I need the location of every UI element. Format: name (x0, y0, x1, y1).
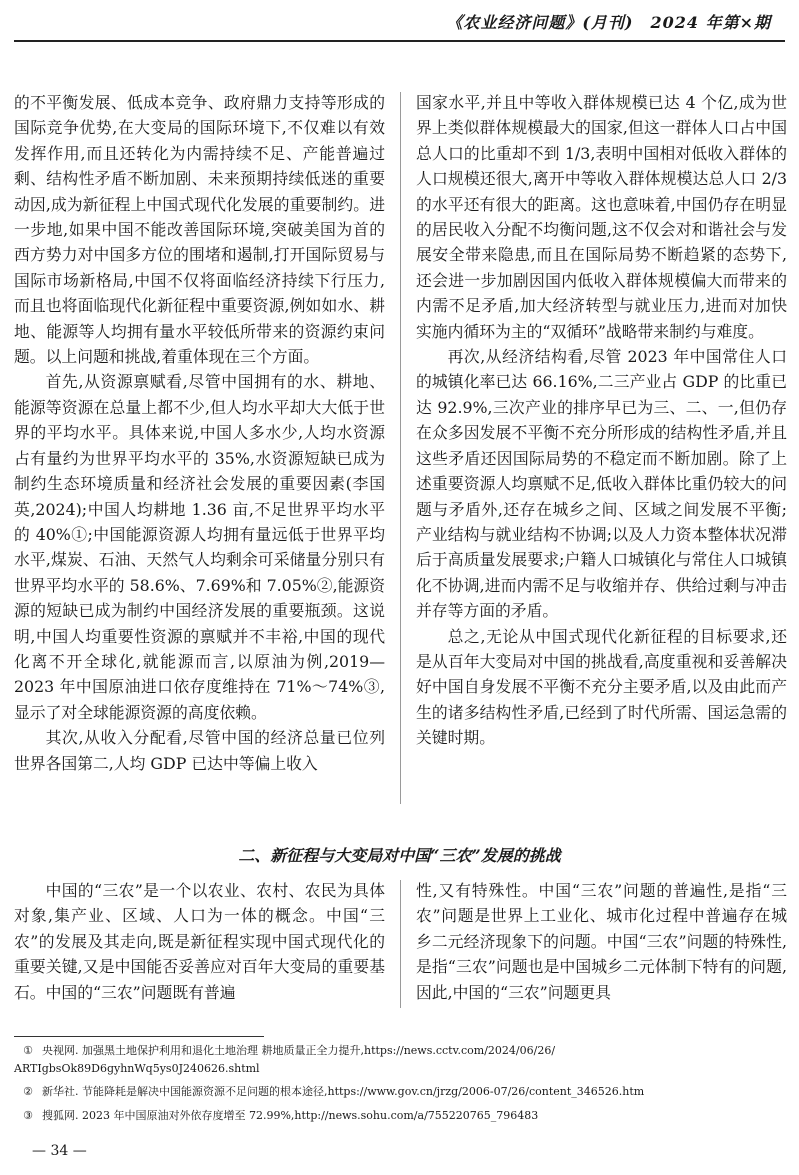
column-divider-top (400, 92, 401, 804)
footnote-text: 新华社. 节能降耗是解决中国能源资源不足问题的根本途径,https://www.gov.cn/jrzg/2006-07/26/content_346526.htm (42, 1085, 645, 1098)
footnote-1-continued: ARTIgbsOk89D6gyhnWq5ys0J240626.shtml (14, 1061, 260, 1075)
paragraph: 的不平衡发展、低成本竞争、政府鼎力支持等形成的国际竞争优势,在大变局的国际环境下,不仅难以有效发挥作用,而且还转化为内需持续不足、产能普遍过剩、结构性矛盾不断加剧、未来预期持续低迷的重要动因,成为新征程上中国式现代化发展的重要制约。进一步地,如果中国不能改善国际环境,突破美国为首的西方势力对中国多方位的围堵和遏制,打开国际贸易与国际市场新格局,中国不仅将面临经济持续下行压力,而且也将面临现代化新征程中重要资源,例如如水、耕地、能源等人均拥有量水平较低所带来的资源约束问题。以上问题和挑战,着重体现在三个方面。 (14, 93, 385, 367)
paragraph: 首先,从资源禀赋看,尽管中国拥有的水、耕地、能源等资源在总量上都不少,但人均水平却大大低于世界的平均水平。具体来说,中国人多水少,人均水资源占有量约为世界平均水平的 35%,水资源短缺已成为制约生态环境质量和经济社会发展的重要因素(李国英,2024);中国人均耕地 1.36 亩,不足世界平均水平的 40%①;中国能源资源人均拥有量远低于世界平均水平,煤炭、石油、天然气人均剩余可采储量分别只有世界平均水平的 58.6%、7.69%和 7.05%②,能源资源的短缺已成为制约中国经济发展的重要瓶颈。这说明,中国人均重要性资源的禀赋并不丰裕,中国的现代化离不开全球化,就能源而言,以原油为例,2019—2023 年中国原油进口依存度维持在 71%～74%③,显示了对全球能源资源的高度依赖。 (14, 372, 385, 722)
column-divider-bottom (400, 880, 401, 1008)
journal-header: 《农业经济问题》(月刊) 2024 年第×期 (446, 13, 771, 32)
footnote-rule (14, 1036, 264, 1037)
left-column-bottom (14, 878, 385, 1005)
paragraph: 再次,从经济结构看,尽管 2023 年中国常住人口的城镇化率已达 66.16%,二三产业占 GDP 的比重已达 92.9%,三次产业的排序早已为三、二、一,但仍存在众多因发展不平衡不充分所形成的结构性矛盾,并且这些矛盾还因国际局势的不稳定而不断加剧。除了上述重要资源人均禀赋不足,低收入群体比重仍较大的问题与矛盾外,还存在城乡之间、区域之间发展不平衡;产业结构与就业结构不协调;以及人力资本整体状况滞后于高质量发展要求;户籍人口城镇化与常住人口城镇化不协调,进而内需不足与收缩并存、供给过剩与冲击并存等方面的矛盾。 (416, 347, 787, 621)
page-number: — 34 — (32, 1143, 87, 1159)
header-rule (14, 40, 785, 42)
left-column-top (14, 90, 385, 776)
footnotes (14, 1042, 789, 1130)
footnote-mark: ① (23, 1044, 33, 1057)
right-column-top (416, 90, 787, 751)
footnote-1 (14, 1042, 789, 1060)
section-heading: 二、新征程与大变局对中国“三农”发展的挑战 (238, 846, 561, 865)
footnote-text: 搜狐网. 2023 年中国原油对外依存度增至 72.99%,http://news.sohu.com/a/755220765_796483 (42, 1108, 539, 1122)
footnote-text: 央视网. 加强黑土地保护利用和退化土地治理 耕地质量正全力提升,https://news.cctv.com/2024/06/26/ (42, 1044, 556, 1057)
footnote-2 (14, 1083, 789, 1101)
paragraph: 国家水平,并且中等收入群体规模已达 4 个亿,成为世界上类似群体规模最大的国家,但这一群体人口占中国总人口的比重却不到 1/3,表明中国相对低收入群体的人口规模还很大,离开中等收入群体规模达总人口 2/3 的水平还有很大的距离。这也意味着,中国仍存在明显的居民收入分配不均衡问题,这不仅会对和谐社会与发展安全带来隐患,而且在国际局势不断趋紧的态势下,还会进一步加剧因国内低收入群体规模偏大而带来的内需不足矛盾,加大经济转型与就业压力,进而对加快实施内循环为主的“双循环”战略带来制约与难度。 (416, 93, 787, 341)
footnote-mark: ② (23, 1085, 33, 1098)
footnote-3 (14, 1107, 789, 1125)
paragraph: 性,又有特殊性。中国“三农”问题的普遍性,是指“三农”问题是世界上工业化、城市化过程中普遍存在城乡二元经济现象下的问题。中国“三农”问题的特殊性,是指“三农”问题也是中国城乡二元体制下特有的问题,因此,中国的“三农”问题更具 (416, 881, 787, 1002)
footnote-mark: ③ (23, 1108, 33, 1122)
right-column-bottom (416, 878, 787, 1005)
paragraph: 其次,从收入分配看,尽管中国的经济总量已位列世界各国第二,人均 GDP 已达中等偏上收入 (14, 728, 385, 773)
paragraph: 总之,无论从中国式现代化新征程的目标要求,还是从百年大变局对中国的挑战看,高度重视和妥善解决好中国自身发展不平衡不充分主要矛盾,以及由此而产生的诸多结构性矛盾,已经到了时代所需、国运急需的关键时期。 (416, 626, 787, 748)
paragraph: 中国的“三农”是一个以农业、农村、农民为具体对象,集产业、区域、人口为一体的概念。中国“三农”的发展及其走向,既是新征程实现中国式现代化的重要关键,又是中国能否妥善应对百年大变局的重要基石。中国的“三农”问题既有普遍 (14, 881, 385, 1002)
